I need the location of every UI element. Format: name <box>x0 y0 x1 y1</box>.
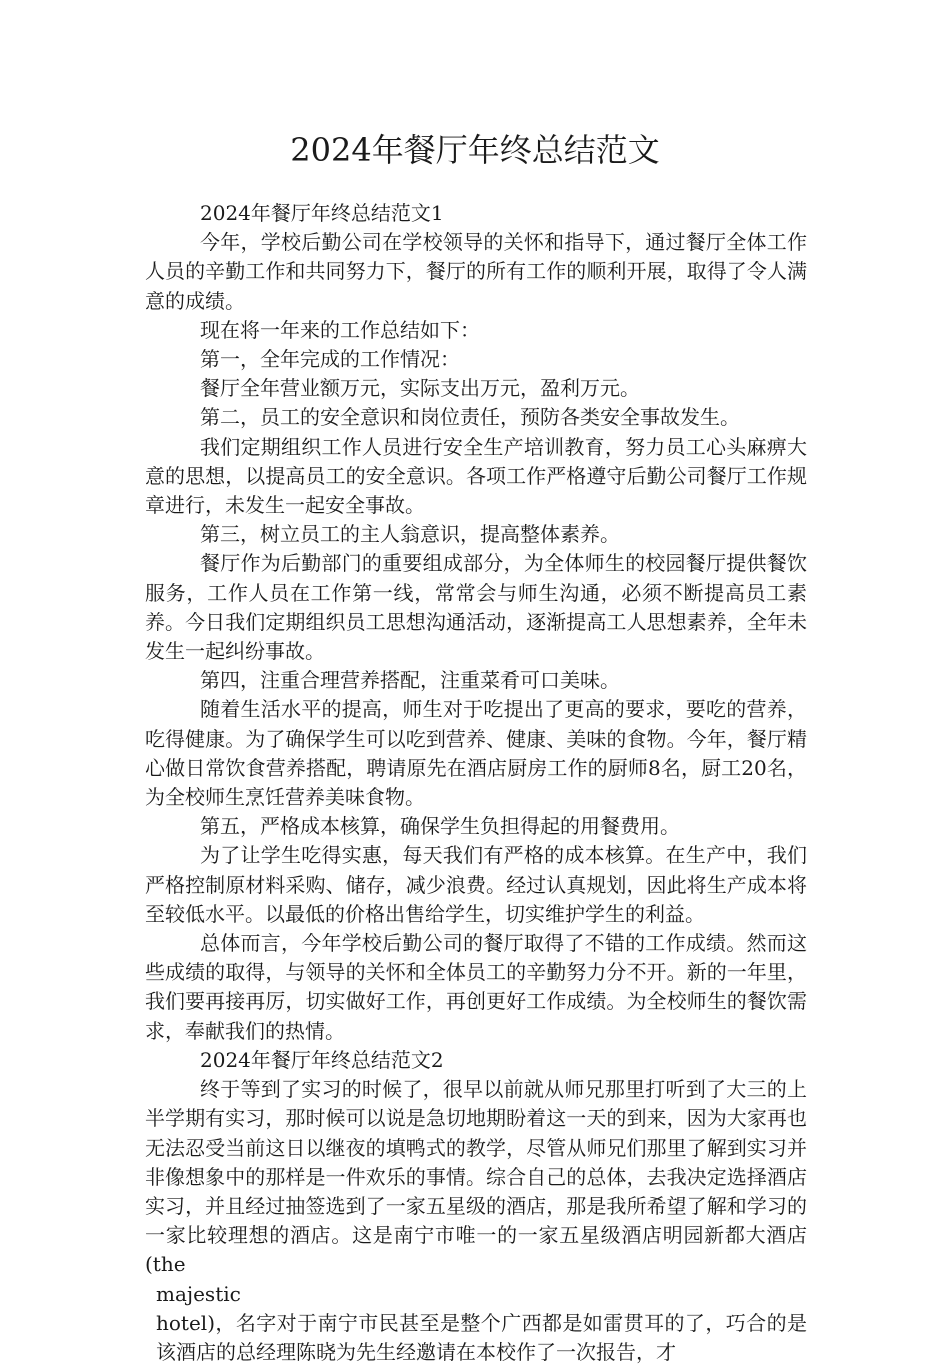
paragraph: 第二，员工的安全意识和岗位责任，预防各类安全事故发生。 <box>200 405 740 430</box>
paragraph: 我们定期组织工作人员进行安全生产培训教育，努力员工心头麻痹大意的思想，以提高员工的安全意识。各项工作严格遵守后勤公司餐厅工作规章进行，未发生一起安全事故。 <box>145 434 807 518</box>
paragraph: 餐厅全年营业额万元，实际支出万元，盈利万元。 <box>200 376 640 401</box>
document-body <box>145 199 807 1367</box>
paragraph-fragment: hotel)，名字对于南宁市民甚至是整个广西都是如雷贯耳的了，巧合的是该酒店的总经理陈晓为先生经邀请在本校作了一次报告，才 <box>156 1310 807 1364</box>
paragraph: 第三，树立员工的主人翁意识，提高整体素养。 <box>200 522 620 547</box>
paragraph: 随着生活水平的提高，师生对于吃提出了更高的要求，要吃的营养，吃得健康。为了确保学生可以吃到营养、健康、美味的食物。今年，餐厅精心做日常饮食营养搭配，聘请原先在酒店厨房工作的厨师8名，厨工20名，为全校师生烹饪营养美味食物。 <box>145 697 807 810</box>
paragraph: 第一，全年完成的工作情况： <box>200 347 460 372</box>
section-heading: 2024年餐厅年终总结范文2 <box>200 1047 444 1072</box>
document-title: 2024年餐厅年终总结范文 <box>290 131 660 169</box>
paragraph: 第四，注重合理营养搭配，注重菜肴可口美味。 <box>200 668 620 693</box>
paragraph: 今年，学校后勤公司在学校领导的关怀和指导下，通过餐厅全体工作人员的辛勤工作和共同努力下，餐厅的所有工作的顺利开展，取得了令人满意的成绩。 <box>145 230 807 313</box>
paragraph-fragment: majestic <box>156 1281 241 1306</box>
paragraph: 第五，严格成本核算，确保学生负担得起的用餐费用。 <box>200 814 680 839</box>
paragraph: 为了让学生吃得实惠，每天我们有严格的成本核算。在生产中，我们严格控制原材料采购、储存，减少浪费。经过认真规划，因此将生产成本将至较低水平。以最低的价格出售给学生，切实维护学生的利益。 <box>145 843 807 926</box>
paragraph: 现在将一年来的工作总结如下： <box>200 317 480 342</box>
paragraph: 总体而言，今年学校后勤公司的餐厅取得了不错的工作成绩。然而这些成绩的取得，与领导的关怀和全体员工的辛勤努力分不开。新的一年里，我们要再接再厉，切实做好工作，再创更好工作成绩。为全校师生的餐饮需求，奉献我们的热情。 <box>145 931 807 1043</box>
section-heading: 2024年餐厅年终总结范文1 <box>200 201 444 225</box>
paragraph: 餐厅作为后勤部门的重要组成部分，为全体师生的校园餐厅提供餐饮服务，工作人员在工作第一线，常常会与师生沟通，必须不断提高员工素养。今日我们定期组织员工思想沟通活动，逐渐提高工人思想素养，全年未发生一起纠纷事故。 <box>145 551 807 664</box>
paragraph: 终于等到了实习的时候了，很早以前就从师兄那里打听到了大三的上半学期有实习，那时候可以说是急切地期盼着这一天的到来，因为大家再也无法忍受当前这日以继夜的填鸭式的教学，尽管从师兄们那里了解到实习并非像想象中的那样是一件欢乐的事情。综合自己的总体，去我决定选择酒店实习，并且经过抽签选到了一家五星级的酒店，那是我所希望了解和学习的一家比较理想的酒店。这是南宁市唯一的一家五星级酒店明园新都大酒店(the <box>145 1077 807 1277</box>
